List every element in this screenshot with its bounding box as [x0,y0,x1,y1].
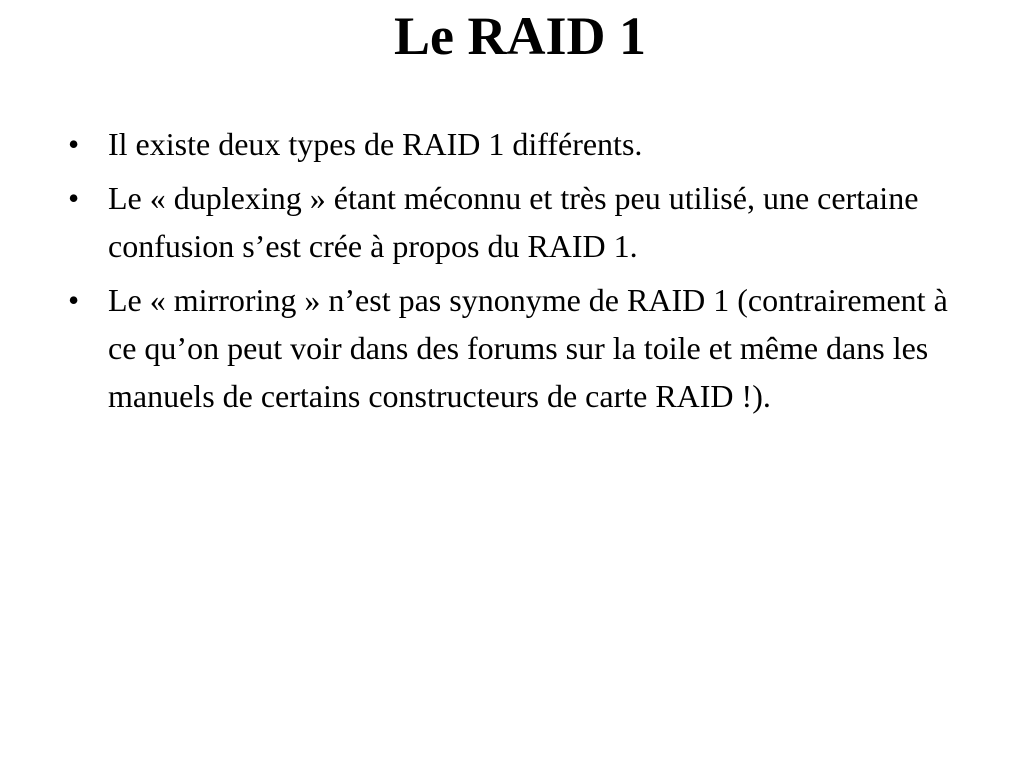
bullet-icon: • [68,126,80,162]
bullet-list [68,120,948,426]
bullet-text: Il existe deux types de RAID 1 différents. [108,126,643,162]
bullet-text: Le « duplexing » étant méconnu et très peu utilisé, une certaine confusion s’est crée à propos du RAID 1. [108,180,919,264]
bullet-item [68,120,948,168]
bullet-icon: • [68,180,80,216]
bullet-item [68,276,948,420]
slide-title: Le RAID 1 [394,6,646,66]
bullet-icon: • [68,282,80,318]
bullet-item [68,174,948,270]
bullet-text: Le « mirroring » n’est pas synonyme de RAID 1 (contrairement à ce qu’on peut voir dans des forums sur la toile et même dans les manuels de certains constructeurs de carte RAID !). [108,282,948,414]
